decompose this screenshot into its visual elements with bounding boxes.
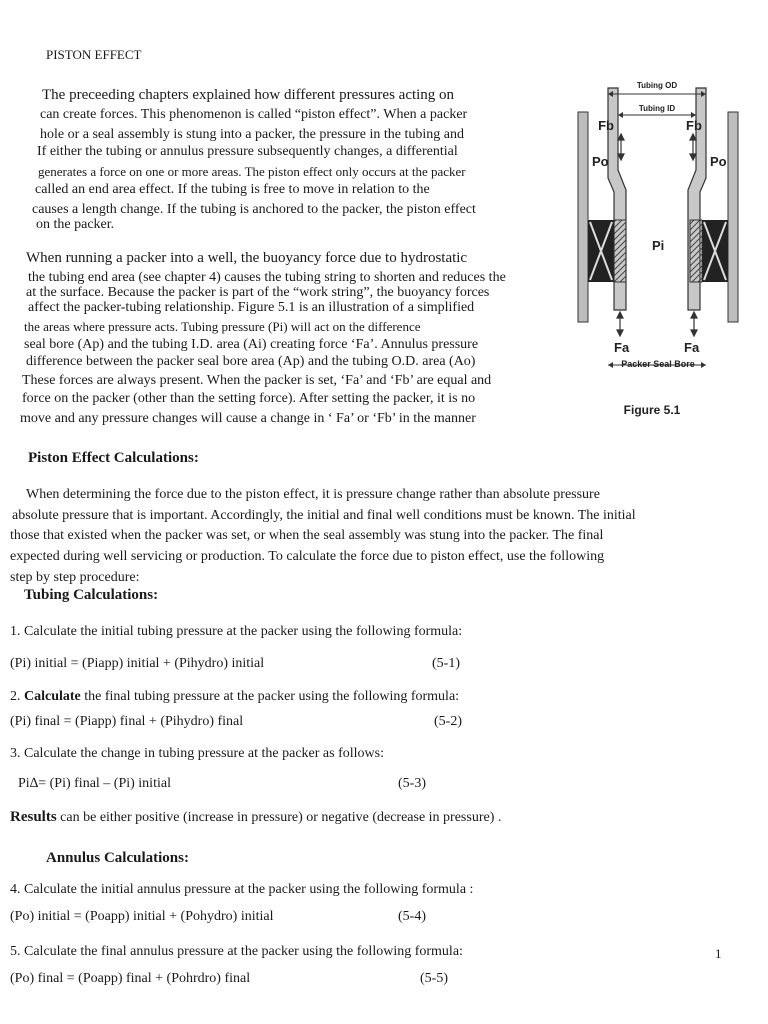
text-line: expected during well servicing or production. To calculate the force due to piston effect, use the following xyxy=(10,549,605,564)
tubing-heading: Tubing Calculations: xyxy=(24,587,159,603)
step-number: 2. xyxy=(10,689,21,704)
text-line: When determining the force due to the piston effect, it is pressure change rather than absolute pressure xyxy=(26,487,600,502)
step-text: the final tubing pressure at the packer using the following formula: xyxy=(84,689,460,704)
text-line: affect the packer-tubing relationship. Figure 5.1 is an illustration of a simplified xyxy=(28,300,475,315)
text-line: causes a length change. If the tubing is anchored to the packer, the piston effect xyxy=(32,202,476,217)
equation-5-5: (Po) final = (Poapp) final + (Pohrdro) final xyxy=(10,971,251,986)
text-line: on the packer. xyxy=(36,217,115,232)
results-note xyxy=(10,808,501,827)
text-line: hole or a seal assembly is stung into a packer, the pressure in the tubing and xyxy=(40,127,464,142)
equation-number: (5-5) xyxy=(420,971,448,986)
step-5: 5. Calculate the final annulus pressure at the packer using the following formula: xyxy=(10,944,463,959)
text-line: absolute pressure that is important. Accordingly, the initial and final well conditions must be known. The initial xyxy=(12,508,636,523)
equation-5-2: (Pi) final = (Piapp) final + (Pihydro) final xyxy=(10,714,244,729)
seal-bore-label: Packer Seal Bore xyxy=(621,359,695,369)
text-line: The preceeding chapters explained how different pressures acting on xyxy=(42,87,455,103)
text-line: at the surface. Because the packer is part of the “work string”, the buoyancy forces xyxy=(26,285,490,300)
tubing-od-label: Tubing OD xyxy=(636,81,678,90)
fa-label-right: Fa xyxy=(684,340,700,355)
calc-heading: Piston Effect Calculations: xyxy=(28,450,199,466)
page-title: PISTON EFFECT xyxy=(46,47,142,62)
text-line: called an end area effect. If the tubing is free to move in relation to the xyxy=(35,182,430,197)
text-line: the tubing end area (see chapter 4) causes the tubing string to shorten and reduces the xyxy=(28,270,506,285)
results-text: can be either positive (increase in pressure) or negative (decrease in pressure) . xyxy=(60,810,502,825)
step-keyword: Calculate xyxy=(24,689,81,704)
casing-wall-right xyxy=(728,112,738,322)
casing-wall-left xyxy=(578,112,588,322)
text-line: difference between the packer seal bore area (Ap) and the tubing O.D. area (Ao) xyxy=(26,354,476,369)
equation-number: (5-4) xyxy=(398,909,426,924)
packer-figure xyxy=(572,78,768,426)
fb-label-left: Fb xyxy=(598,118,614,133)
fa-label-left: Fa xyxy=(614,340,630,355)
tubing-id-label: Tubing ID xyxy=(638,104,676,113)
fb-label-right: Fb xyxy=(686,118,702,133)
text-line: generates a force on one or more areas. The piston effect only occurs at the packer xyxy=(38,164,466,179)
text-line: force on the packer (other than the setting force). After setting the packer, it is no xyxy=(22,391,476,406)
equation-number: (5-3) xyxy=(398,776,426,791)
step-2 xyxy=(10,688,459,706)
fb-arrows xyxy=(618,134,696,160)
figure-caption: Figure 5.1 xyxy=(623,403,681,417)
text-line: the areas where pressure acts. Tubing pressure (Pi) will act on the difference xyxy=(24,319,421,334)
results-keyword: Results xyxy=(10,809,57,825)
text-line: step by step procedure: xyxy=(10,570,140,585)
step-4: 4. Calculate the initial annulus pressure at the packer using the following formula : xyxy=(10,882,474,897)
packer-element-left xyxy=(588,220,626,282)
po-label-right: Po xyxy=(710,154,727,169)
annulus-heading: Annulus Calculations: xyxy=(46,850,189,866)
text-line: those that existed when the packer was set, or when the seal assembly was stung into the packer. The final xyxy=(10,528,604,543)
text-line: If either the tubing or annulus pressure subsequently changes, a differential xyxy=(37,144,458,159)
page-number: 1 xyxy=(715,946,722,961)
po-label-left: Po xyxy=(592,154,609,169)
text-line: These forces are always present. When the packer is set, ‘Fa’ and ‘Fb’ are equal and xyxy=(22,373,492,388)
equation-5-1: (Pi) initial = (Piapp) initial + (Pihydro) initial xyxy=(10,656,265,671)
equation-number: (5-1) xyxy=(432,656,460,671)
equation-number: (5-2) xyxy=(434,714,462,729)
equation-5-3: Pi∆= (Pi) final – (Pi) initial xyxy=(18,776,171,791)
pi-label: Pi xyxy=(652,238,665,253)
equation-5-4: (Po) initial = (Poapp) initial + (Pohydro) initial xyxy=(10,909,274,924)
step-3: 3. Calculate the change in tubing pressure at the packer as follows: xyxy=(10,746,384,761)
fa-arrows xyxy=(617,312,697,336)
text-line: can create forces. This phenomenon is called “piston effect”. When a packer xyxy=(40,107,468,122)
text-line: When running a packer into a well, the buoyancy force due to hydrostatic xyxy=(26,250,468,266)
step-1: 1. Calculate the initial tubing pressure at the packer using the following formula: xyxy=(10,624,463,639)
text-line: move and any pressure changes will cause a change in ‘ Fa’ or ‘Fb’ in the manner xyxy=(20,411,476,426)
text-line: seal bore (Ap) and the tubing I.D. area (Ai) creating force ‘Fa’. Annulus pressure xyxy=(24,337,479,352)
packer-element-right xyxy=(690,220,728,282)
